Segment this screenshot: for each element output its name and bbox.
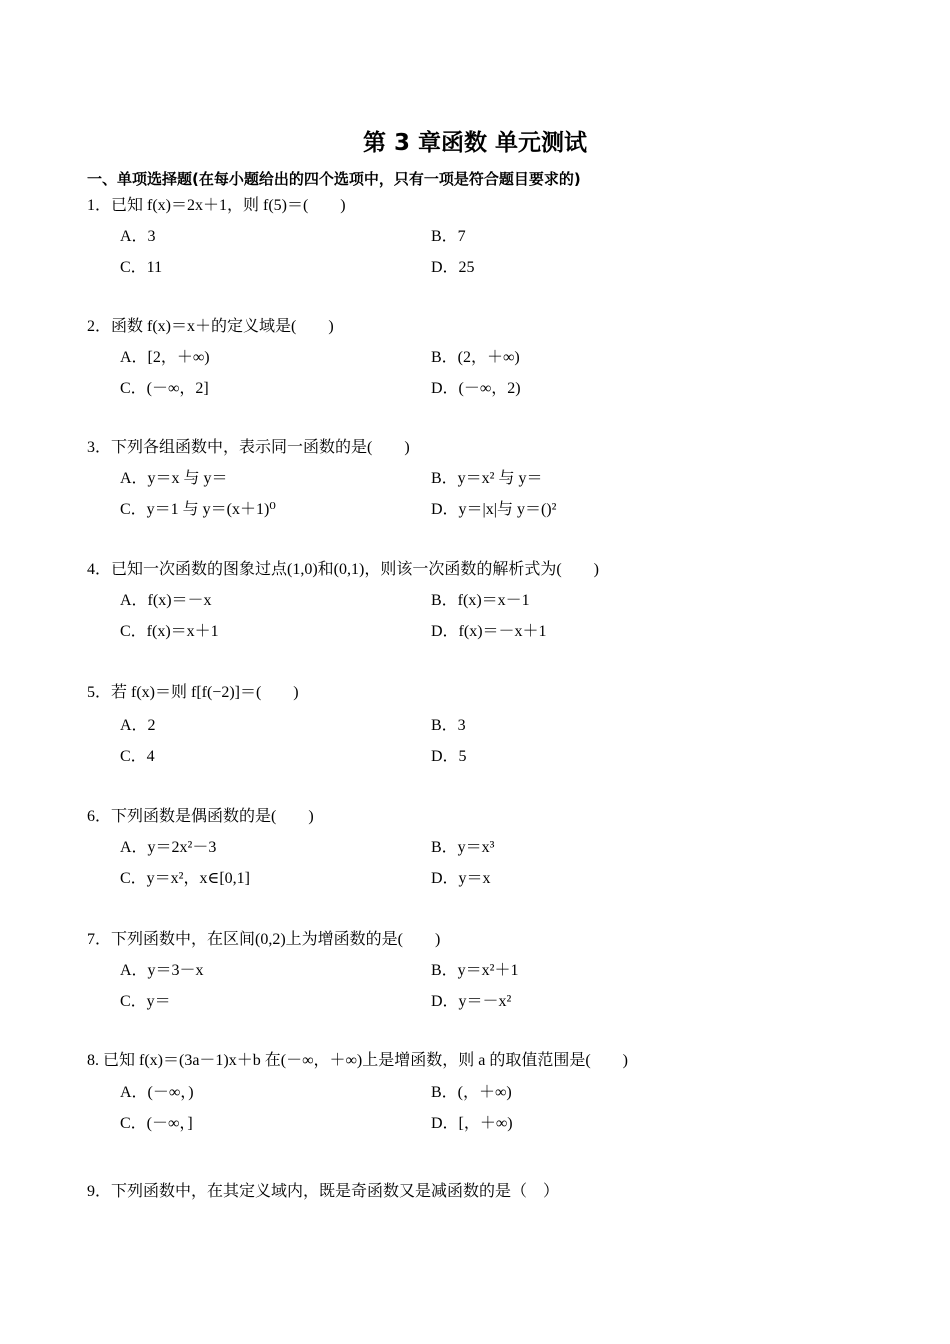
question-4-stem: 4．已知一次函数的图象过点(1,0)和(0,1)，则该一次函数的解析式为( )	[87, 561, 599, 578]
question-8-option-a: A．(－∞，)	[120, 1084, 194, 1101]
section-heading: 一、单项选择题(在每小题给出的四个选项中，只有一项是符合题目要求的)	[87, 170, 581, 188]
question-1-option-d: D．25	[431, 259, 475, 276]
question-5-option-c: C．4	[120, 748, 155, 765]
question-8-option-d: D．[，＋∞)	[431, 1115, 513, 1132]
question-2-stem: 2．函数 f(x)＝x＋的定义域是( )	[87, 318, 334, 335]
question-3-option-d: D．y＝|x|与 y＝()²	[431, 501, 557, 518]
question-6-stem: 6．下列函数是偶函数的是( )	[87, 808, 314, 825]
question-4-option-c: C．f(x)＝x＋1	[120, 623, 219, 640]
question-4-option-a: A．f(x)＝－x	[120, 592, 212, 609]
question-1-option-a: A．3	[120, 228, 156, 245]
question-5-option-a: A．2	[120, 717, 156, 734]
question-2-option-a: A．[2，＋∞)	[120, 349, 210, 366]
question-6-option-a: A．y＝2x²－3	[120, 839, 217, 856]
question-8-option-c: C．(－∞，]	[120, 1115, 193, 1132]
question-3-stem: 3．下列各组函数中，表示同一函数的是( )	[87, 439, 410, 456]
question-4-option-d: D．f(x)＝－x＋1	[431, 623, 547, 640]
page-title: 第 3 章函数 单元测试	[362, 130, 588, 156]
question-8-stem: 8. 已知 f(x)＝(3a－1)x＋b 在(－∞，＋∞)上是增函数，则 a 的取值范围是( )	[87, 1052, 628, 1069]
question-9-stem: 9．下列函数中，在其定义域内，既是奇函数又是减函数的是（ ）	[87, 1183, 560, 1200]
question-5-option-d: D．5	[431, 748, 467, 765]
question-5-stem: 5．若 f(x)＝则 f[f(−2)]＝( )	[87, 684, 299, 701]
question-2-option-b: B．(2，＋∞)	[431, 349, 520, 366]
question-2-option-c: C．(－∞，2]	[120, 380, 209, 397]
question-1-option-b: B．7	[431, 228, 466, 245]
question-2-option-d: D．(－∞，2)	[431, 380, 521, 397]
question-1-option-c: C．11	[120, 259, 163, 276]
question-6-option-c: C．y＝x²，x∈[0,1]	[120, 870, 250, 887]
question-4-option-b: B．f(x)＝x－1	[431, 592, 530, 609]
question-8-option-b: B．(，＋∞)	[431, 1084, 512, 1101]
question-1-stem: 1．已知 f(x)＝2x＋1，则 f(5)＝( )	[87, 197, 346, 214]
question-7-option-b: B．y＝x²＋1	[431, 962, 519, 979]
question-6-option-d: D．y＝x	[431, 870, 491, 887]
question-3-option-b: B．y＝x² 与 y＝	[431, 470, 543, 487]
question-6-option-b: B．y＝x³	[431, 839, 495, 856]
question-5-option-b: B．3	[431, 717, 466, 734]
question-7-option-a: A．y＝3－x	[120, 962, 204, 979]
question-7-option-c: C．y＝	[120, 993, 171, 1010]
question-3-option-a: A．y＝x 与 y＝	[120, 470, 228, 487]
question-7-option-d: D．y＝－x²	[431, 993, 512, 1010]
question-3-option-c: C．y＝1 与 y＝(x＋1)⁰	[120, 501, 276, 518]
question-7-stem: 7．下列函数中，在区间(0,2)上为增函数的是( )	[87, 931, 441, 948]
